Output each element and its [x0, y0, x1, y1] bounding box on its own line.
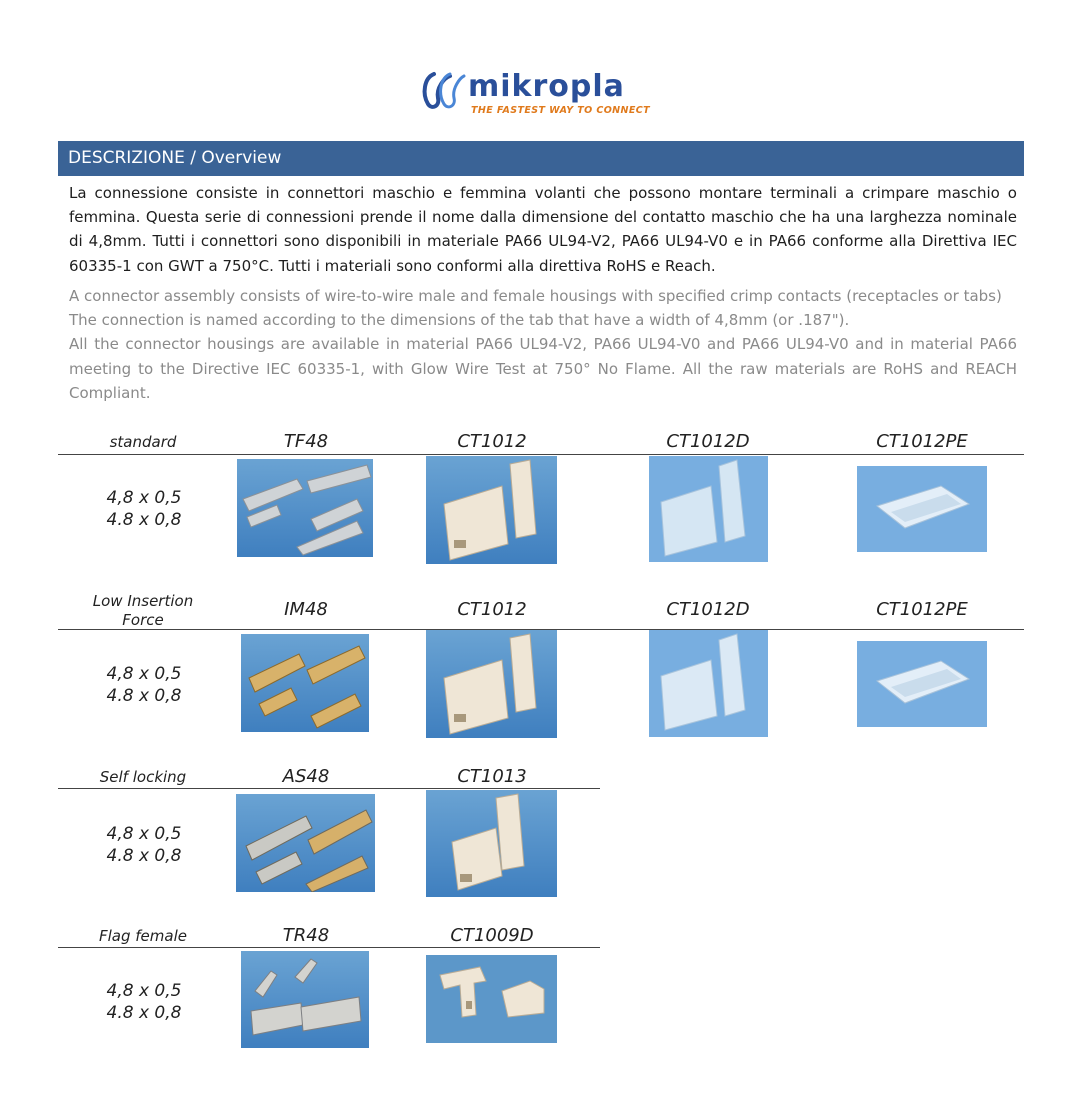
crimp-terminal-image-icon	[241, 634, 369, 732]
connector-housing-image-icon	[857, 641, 987, 727]
housing-photo-ct1012	[426, 630, 557, 738]
section-title: DESCRIZIONE / Overview	[68, 148, 282, 168]
crimp-terminal-image-icon	[237, 459, 373, 557]
dimension-spec	[64, 487, 224, 531]
description-english-line-3: All the connector housings are available in material PA66 UL94-V2, PA66 UL94-V0 and PA66 UL94-V0 and in material PA66 meeting to the Directive IEC 60335-1, with Glow Wire Test at 750° No Flame. All the raw materials are RoHS and REACH Compliant.	[69, 335, 1017, 402]
table-rule	[58, 454, 1024, 455]
dimension-line: 4.8 x 0,8	[106, 510, 182, 530]
category-label: Flag female	[99, 927, 187, 945]
housing-photo-ct1012d	[649, 630, 768, 737]
dimension-line: 4,8 x 0,5	[106, 664, 182, 684]
crimp-terminal-image-icon	[241, 951, 369, 1048]
housing-code: CT1012D	[666, 431, 750, 452]
terminal-code: TR48	[282, 925, 330, 946]
connector-housing-image-icon	[426, 790, 557, 897]
description-italian: La connessione consiste in connettori maschio e femmina volanti che possono montare terminali a crimpare maschio o femmina. Questa serie di connessioni prende il nome dalla dimensione del contatto maschio che ha una larghezza nominale di 4,8mm. Tutti i connettori sono disponibili in materiale PA66 UL94-V2, PA66 UL94-V0 e in PA66 conforme alla Direttiva IEC 60335-1 con GWT a 750°C. Tutti i materiali sono conformi alla direttiva RoHS e Reach.	[69, 184, 1017, 275]
housing-photo-ct1012pe	[857, 466, 987, 552]
brand-logo	[420, 66, 660, 122]
housing-code: CT1012PE	[876, 599, 968, 620]
dimension-line: 4.8 x 0,8	[106, 1003, 182, 1023]
connector-housing-image-icon	[857, 466, 987, 552]
terminal-photo-as48	[236, 794, 375, 892]
housing-code: CT1013	[457, 766, 527, 787]
dimension-line: 4,8 x 0,5	[106, 981, 182, 1001]
description-english-line-2: The connection is named according to the dimensions of the tab that have a width of 4,8mm (or .187").	[69, 311, 850, 330]
crimp-terminal-image-icon	[236, 794, 375, 892]
terminal-code: IM48	[284, 599, 328, 620]
connector-housing-image-icon	[426, 630, 557, 738]
housing-photo-ct1013	[426, 790, 557, 897]
housing-code: CT1012	[457, 599, 527, 620]
logo-wordmark: mikropla	[468, 69, 625, 104]
terminal-code: AS48	[282, 766, 330, 787]
dimension-line: 4.8 x 0,8	[106, 846, 182, 866]
description-english-line-1: A connector assembly consists of wire-to-wire male and female housings with specified crimp contacts (receptacles or tabs)	[69, 287, 1002, 305]
dimension-line: 4.8 x 0,8	[106, 686, 182, 706]
housing-photo-ct1009d	[426, 955, 557, 1043]
dimension-spec	[64, 823, 224, 867]
connector-housing-image-icon	[649, 630, 768, 737]
category-label: standard	[109, 433, 177, 451]
dimension-line: 4,8 x 0,5	[106, 824, 182, 844]
terminal-photo-tr48	[241, 951, 369, 1048]
table-rule	[58, 788, 600, 789]
mikropla-logo-icon	[420, 70, 466, 110]
housing-photo-ct1012	[426, 456, 557, 564]
housing-code: CT1012PE	[876, 431, 968, 452]
connector-housing-image-icon	[649, 456, 768, 562]
terminal-photo-tf48	[237, 459, 373, 557]
category-label: Self locking	[99, 768, 187, 786]
description-english	[69, 284, 1017, 405]
dimension-line: 4,8 x 0,5	[106, 488, 182, 508]
category-label	[68, 592, 218, 630]
terminal-photo-im48	[241, 634, 369, 732]
section-header-bar	[58, 141, 1024, 176]
terminal-code: TF48	[283, 431, 329, 452]
logo-tagline: THE FASTEST WAY TO CONNECT	[471, 105, 651, 116]
connector-housing-image-icon	[426, 456, 557, 564]
category-label-line: Force	[122, 611, 164, 629]
housing-photo-ct1012pe	[857, 641, 987, 727]
category-label-line: Low Insertion	[92, 592, 194, 610]
housing-code: CT1012	[457, 431, 527, 452]
housing-code: CT1012D	[666, 599, 750, 620]
dimension-spec	[64, 980, 224, 1024]
dimension-spec	[64, 663, 224, 707]
housing-code: CT1009D	[450, 925, 534, 946]
housing-photo-ct1012d	[649, 456, 768, 562]
table-rule	[58, 947, 600, 948]
connector-housing-image-icon	[426, 955, 557, 1043]
